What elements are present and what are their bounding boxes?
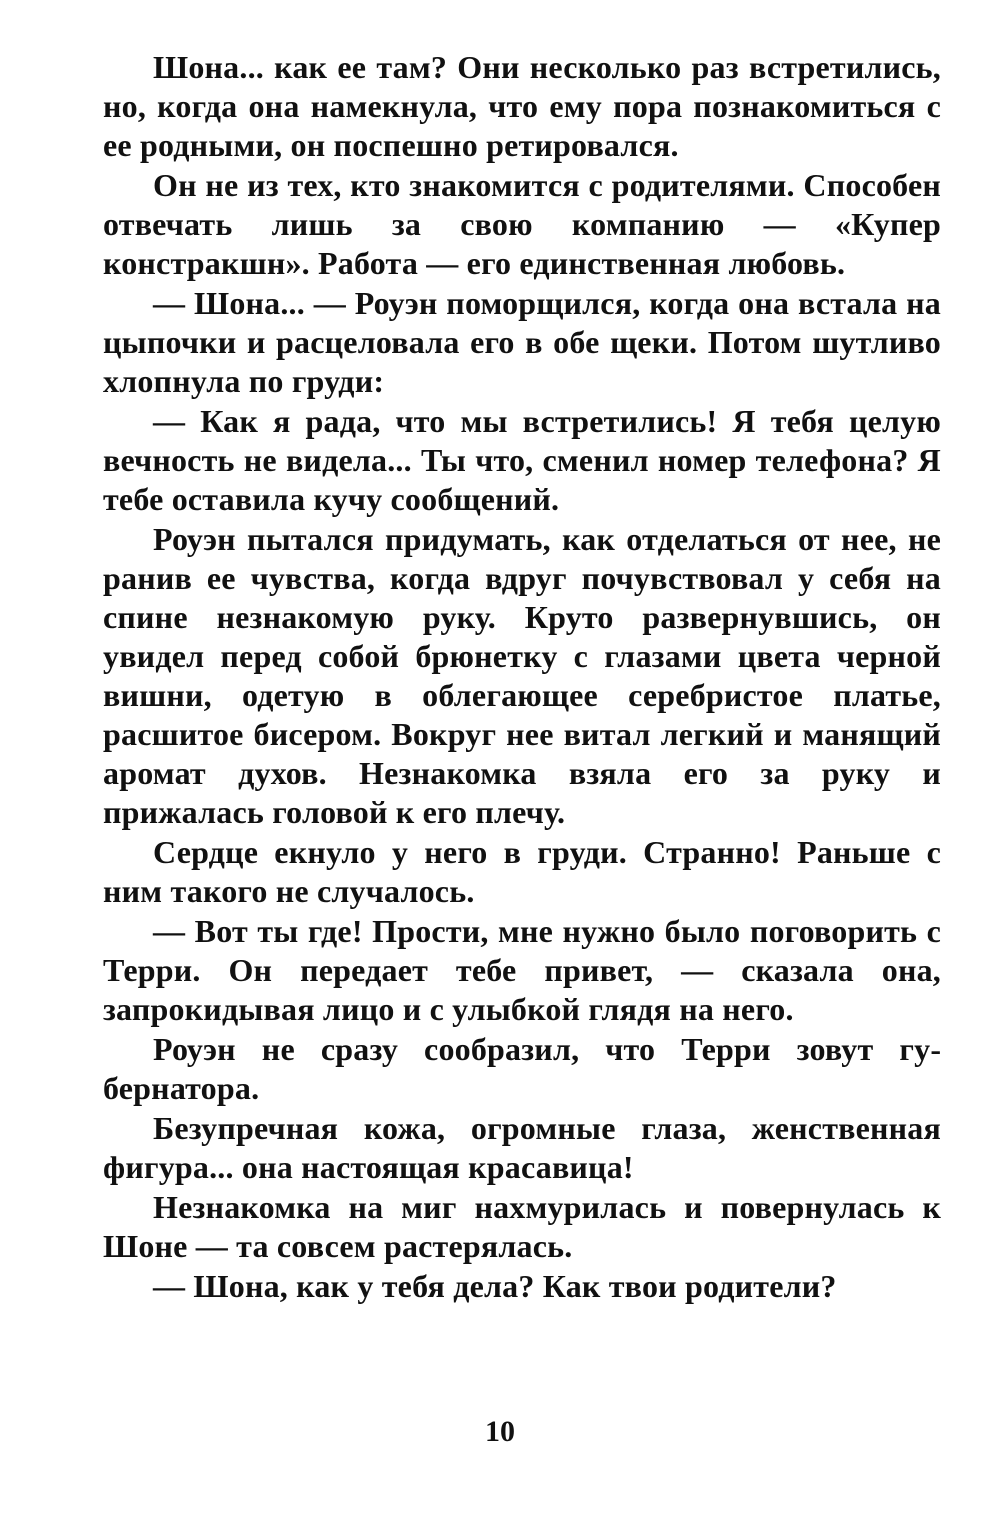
paragraph-2: Он не из тех, кто знакомится с родителями. Способен отвечать лишь за свою компанию — «Купер констракшн». Работа — его единственная любовь. [103, 167, 941, 281]
paragraph-4: — Как я рада, что мы встретились! Я тебя целую вечность не видела... Ты что, сменил номер телефона? Я тебе оставила кучу сообщений. [103, 403, 941, 517]
paragraph-3: — Шона... — Роуэн поморщился, когда она встала на цыпочки и расцеловала его в обе щеки. Потом шутливо хлопнула по груди: [103, 285, 941, 399]
paragraph-11: — Шона, как у тебя дела? Как твои родители? [153, 1268, 837, 1304]
paragraph-8: Роуэн не сразу сообразил, что Терри зовут губернатора. [103, 1031, 941, 1106]
paragraph-7: — Вот ты где! Прости, мне нужно было поговорить с Терри. Он передает тебе привет, — сказала она, запрокидывая лицо и с улыбкой глядя на него. [103, 913, 941, 1027]
page-number: 10 [485, 1415, 515, 1448]
text-column [103, 48, 941, 1306]
paragraph-9: Безупречная кожа, огромные глаза, женственная фигура... она настоящая красавица! [103, 1110, 941, 1185]
paragraph-10: Незнакомка на миг нахмурилась и повернулась к Шоне — та совсем растерялась. [103, 1189, 941, 1264]
paragraph-5: Роуэн пытался придумать, как отделаться от нее, не ранив ее чувства, когда вдруг почувствовал у себя на спине незнакомую руку. Круто развернувшись, он увидел перед собой брюнетку с глазами цвета черной вишни, одетую в облегающее серебристое платье, расшитое бисером. Вокруг нее витал легкий и манящий аромат духов. Незнакомка взяла его за руку и прижалась головой к его плечу. [103, 521, 941, 830]
paragraph-1: Шона... как ее там? Они несколько раз встретились, но, когда она намекнула, что ему пора познакомиться с ее родными, он поспешно ретировался. [103, 49, 941, 163]
paragraph-6: Сердце екнуло у него в груди. Странно! Раньше с ним такого не случалось. [103, 834, 941, 909]
